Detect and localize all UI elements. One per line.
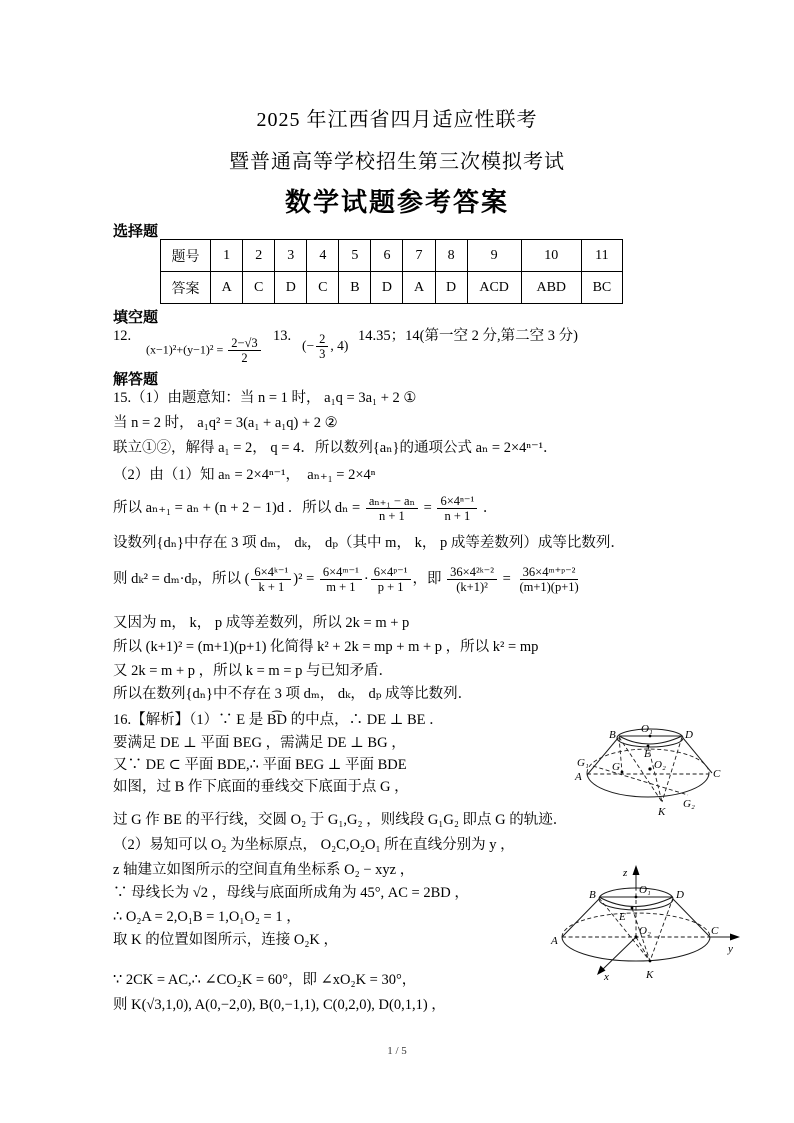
q15-line: 所以 aₙ₊₁ = aₙ + (n + 2 − 1)d ．所以 dₙ = $\frac{\text{aₙ₊₁ − aₙ}}{n + 1}$ = $\frac{\text{6×4ⁿ⁻¹}}{n + 1}$ ． bbox=[113, 494, 498, 524]
fig1-label-B: B bbox=[609, 729, 616, 741]
fig2-label-A: A bbox=[551, 935, 558, 947]
table-cell: 6 bbox=[371, 240, 403, 272]
table-cell: ACD bbox=[467, 272, 521, 304]
table-cell: D bbox=[371, 272, 403, 304]
fig2-label-O1: O₁ bbox=[639, 884, 651, 896]
table-cell: 2 bbox=[243, 240, 275, 272]
fig1-label-C: C bbox=[713, 768, 721, 780]
table-row-numbers bbox=[161, 240, 623, 272]
q15-line: 所以在数列{dₙ}中不存在 3 项 dₘ， dₖ， dₚ 成等比数列． bbox=[113, 686, 473, 702]
q13-label: 13. bbox=[273, 328, 292, 344]
section-blank-heading: 填空题 bbox=[113, 309, 159, 326]
fig2-label-D: D bbox=[676, 889, 684, 901]
table-cell-header: 题号 bbox=[161, 240, 211, 272]
q12-answer: (x−1)²+(y−1)² = $\frac{2-√3}{2}$ bbox=[146, 336, 263, 366]
table-cell: A bbox=[403, 272, 435, 304]
page-title-main: 数学试题参考答案 bbox=[284, 187, 509, 217]
table-cell: C bbox=[243, 272, 275, 304]
q15-line: 所以 (k+1)² = (m+1)(p+1) 化简得 k² + 2k = mp + m + p ，所以 k² = mp bbox=[113, 639, 539, 655]
fig1-label-O2: O₂ bbox=[654, 759, 666, 771]
q15-line: 联立①②，解得 a₁ = 2， q = 4．所以数列{aₙ}的通项公式 aₙ = 2×4ⁿ⁻¹． bbox=[113, 440, 558, 456]
page-title-line1: 2025 年江西省四月适应性联考 bbox=[256, 109, 538, 131]
section-solution-heading: 解答题 bbox=[113, 371, 159, 388]
q16-line: 如图，过 B 作下底面的垂线交下底面于点 G ， bbox=[113, 779, 409, 795]
table-row-answers bbox=[161, 272, 623, 304]
fig1-label-D: D bbox=[685, 729, 693, 741]
q16-line: 过 G 作 BE 的平行线，交圆 O₂ 于 G₁,G₂ ，则线段 G₁G₂ 即点 G 的轨迹． bbox=[113, 812, 568, 828]
table-cell: D bbox=[435, 272, 467, 304]
fig1-label-G: G bbox=[612, 761, 620, 773]
fig1-label-O1: O₁ bbox=[641, 723, 653, 735]
page-number: 1 / 5 bbox=[387, 1045, 407, 1057]
section-choice-heading: 选择题 bbox=[113, 223, 159, 240]
q16-line: ∵ 母线长为 √2 ，母线与底面所成角为 45°, AC = 2BD ， bbox=[113, 885, 469, 901]
q16-line: 则 K(√3,1,0), A(0,−2,0), B(0,−1,1), C(0,2,0), D(0,1,1) ， bbox=[113, 997, 446, 1013]
table-cell-header: 答案 bbox=[161, 272, 211, 304]
table-cell: B bbox=[339, 272, 371, 304]
q16-line: 16.【解析】（1）∵ E 是 ⌢ BD 的中点，∴ DE ⊥ BE ． bbox=[113, 710, 444, 730]
fig2-label-K: K bbox=[646, 969, 654, 981]
fig2-label-z: z bbox=[623, 867, 628, 879]
table-cell: ABD bbox=[521, 272, 581, 304]
fig2-label-C: C bbox=[711, 925, 719, 937]
fig2-label-E: E bbox=[619, 911, 626, 923]
fig2-label-y: y bbox=[728, 943, 733, 955]
fig1-label-K: K bbox=[658, 806, 666, 818]
q15-line: 又 2k = m + p ，所以 k = m = p 与已知矛盾． bbox=[113, 663, 394, 679]
q16-line: （2）易知可以 O₂ 为坐标原点， O₂C,O₂O₁ 所在直线分别为 y ， bbox=[113, 837, 515, 853]
q15-line: （2）由（1）知 aₙ = 2×4ⁿ⁻¹， aₙ₊₁ = 2×4ⁿ bbox=[113, 467, 376, 483]
q15-line: 又因为 m， k， p 成等差数列，所以 2k = m + p bbox=[113, 615, 410, 631]
fig1-label-G1: G₁ bbox=[577, 757, 589, 769]
figure-frustum-locus bbox=[575, 722, 725, 822]
figure-frustum-axes bbox=[550, 860, 750, 990]
q15-line: 当 n = 2 时， a₁q² = 3(a₁ + a₁q) + 2 ② bbox=[113, 415, 338, 431]
q14-answer: 14.35；14(第一空 2 分,第二空 3 分) bbox=[358, 328, 578, 344]
table-cell: 1 bbox=[211, 240, 243, 272]
table-cell: 4 bbox=[307, 240, 339, 272]
fig1-label-E: E bbox=[644, 748, 651, 760]
q16-line: 取 K 的位置如图所示，连接 O₂K ， bbox=[113, 932, 338, 948]
table-cell: D bbox=[275, 272, 307, 304]
table-cell: 10 bbox=[521, 240, 581, 272]
q16-line: ∵ 2CK = AC,∴ ∠CO₂K = 60°，即 ∠xO₂K = 30°， bbox=[113, 972, 417, 988]
fig2-label-B: B bbox=[589, 889, 596, 901]
table-cell: 7 bbox=[403, 240, 435, 272]
table-cell: BC bbox=[581, 272, 622, 304]
q13-answer: (− $\frac{2}{3}$ , 4) bbox=[302, 332, 349, 362]
q16-line: 又∵ DE ⊂ 平面 BDE,∴ 平面 BEG ⊥ 平面 BDE bbox=[113, 757, 407, 773]
q16-line: 要满足 DE ⊥ 平面 BEG ，需满足 DE ⊥ BG ， bbox=[113, 735, 406, 751]
q12-label: 12. bbox=[113, 328, 132, 344]
table-cell: 8 bbox=[435, 240, 467, 272]
fig1-label-A: A bbox=[575, 771, 582, 783]
table-cell: C bbox=[307, 272, 339, 304]
q15-line: 则 dₖ² = dₘ·dₚ，所以 ( $\frac{\text{6×4ᵏ⁻¹}}{k + 1}$ )² = $\frac{\text{6×4ᵐ⁻¹}}{m + 1}$ · $\frac{\text{6×4ᵖ⁻¹}}{p + 1}$ ，即 $\frac{\text{36×4²ᵏ⁻²}}{\text{(k+1)²}}$ = $\frac{\text{36×4ᵐ⁺ᵖ⁻²}}{(m+1)(p+1)}$ bbox=[113, 565, 579, 595]
q16-line: ∴ O₂A = 2,O₁B = 1,O₁O₂ = 1 ， bbox=[113, 909, 301, 925]
table-cell: 3 bbox=[275, 240, 307, 272]
q16-line: z 轴建立如图所示的空间直角坐标系 O₂ − xyz ， bbox=[113, 862, 415, 878]
page-title-line2: 暨普通高等学校招生第三次模拟考试 bbox=[229, 151, 565, 173]
fig2-label-O2: O₂ bbox=[639, 925, 651, 937]
table-cell: 5 bbox=[339, 240, 371, 272]
fig2-label-x: x bbox=[604, 971, 609, 983]
answer-table bbox=[160, 239, 623, 304]
table-cell: 11 bbox=[581, 240, 622, 272]
table-cell: 9 bbox=[467, 240, 521, 272]
q15-line: 15.（1）由题意知：当 n = 1 时， a₁q = 3a₁ + 2 ① bbox=[113, 390, 417, 406]
fig1-label-G2: G₂ bbox=[683, 798, 695, 810]
table-cell: A bbox=[211, 272, 243, 304]
q15-line: 设数列{dₙ}中存在 3 项 dₘ， dₖ， dₚ（其中 m， k， p 成等差数列）成等比数列． bbox=[113, 535, 625, 551]
